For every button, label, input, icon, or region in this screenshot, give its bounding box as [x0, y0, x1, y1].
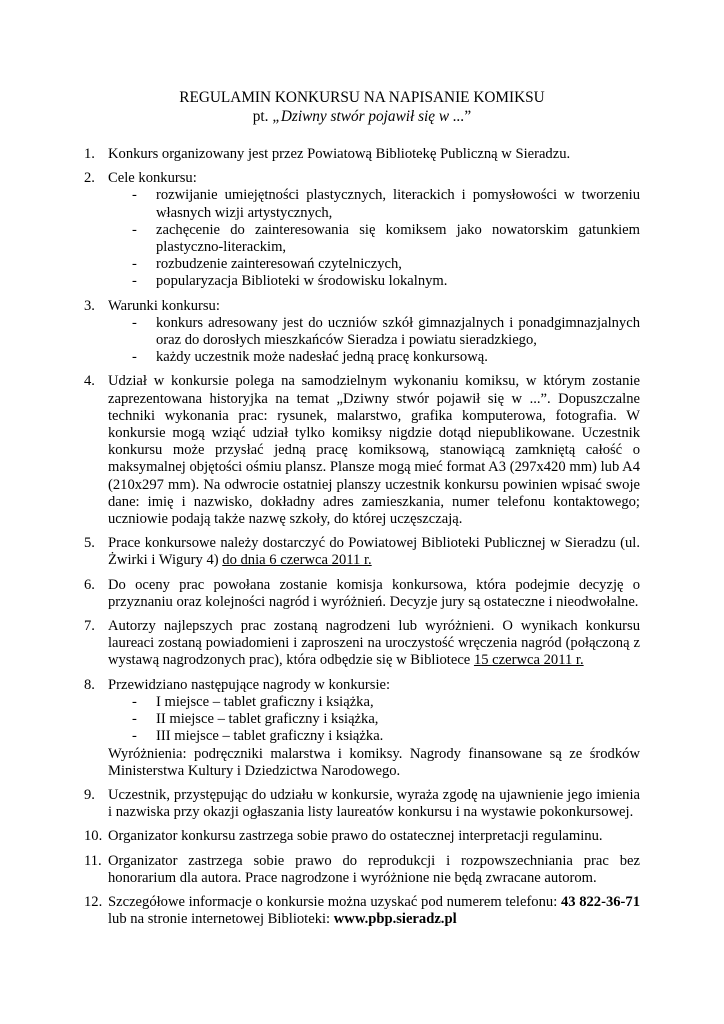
rule-number: 3. — [84, 297, 95, 314]
list-item: - I miejsce – tablet graficzny i książka, — [132, 693, 374, 710]
subtitle-suffix: ” — [464, 108, 472, 125]
rule-number: 9. — [84, 786, 95, 803]
rule-9 — [84, 787, 640, 821]
bullet-list — [108, 187, 640, 290]
rule-5 — [84, 535, 640, 569]
subtitle-quoted: „Dziwny stwór pojawił się w ... — [272, 108, 465, 125]
rule-number: 1. — [84, 146, 95, 162]
list-item: - II miejsce – tablet graficzny i książka, — [132, 711, 379, 728]
document-title: REGULAMIN KONKURSU NA NAPISANIE KOMIKSU — [179, 89, 545, 106]
document-subtitle — [0, 107, 724, 126]
rule-4 — [84, 373, 640, 528]
list-item: - rozwijanie umiejętności plastycznych, literackich i pomysłowości w tworzeniu własnych wizji artystycznych, — [132, 187, 640, 221]
rule-number: 11. — [84, 852, 102, 869]
list-item: - konkurs adresowany jest do uczniów szkół gimnazjalnych i ponadgimnazjalnych oraz do dorosłych mieszkańców Sieradza i powiatu sieradzkiego, — [132, 314, 640, 349]
rule-12 — [84, 894, 640, 928]
rule-text: Szczegółowe informacje o konkursie można uzyskać pod numerem telefonu: 43 822-36-71 lub na stronie internetowej Biblioteki: www.pbp.sieradz.pl — [108, 893, 641, 928]
rule-number: 7. — [84, 618, 95, 635]
bullet-list — [108, 315, 640, 367]
rule-number: 6. — [84, 576, 95, 593]
rule-text: Prace konkursowe należy dostarczyć do Powiatowej Biblioteki Publicznej w Sieradzu (ul. Żwirki i Wigury 4) do dnia 6 czerwca 2011 r. — [108, 535, 640, 569]
ceremony-date: 15 czerwca 2011 r. — [473, 652, 584, 669]
rule-3 — [84, 298, 640, 367]
list-item: - każdy uczestnik może nadesłać jedną pracę konkursową. — [132, 349, 488, 366]
rule-number: 2. — [84, 170, 95, 187]
rule-intro: Przewidziano następujące nagrody w konkursie: — [108, 676, 391, 693]
rule-number: 4. — [84, 373, 95, 390]
list-item: - rozbudzenie zainteresowań czytelniczych, — [132, 256, 402, 273]
rules-list — [84, 146, 640, 935]
rule-text: Organizator konkursu zastrzega sobie prawo do ostatecznej interpretacji regulaminu. — [108, 828, 603, 845]
rule-8 — [84, 677, 640, 780]
rule-7 — [84, 618, 640, 670]
list-item: - zachęcenie do zainteresowania się komiksem jako nowatorskim gatunkiem plastyczno-literackim, — [132, 221, 640, 256]
rule-text: Konkurs organizowany jest przez Powiatową Bibliotekę Publiczną w Sieradzu. — [108, 146, 571, 162]
rule-number: 10. — [84, 828, 103, 845]
rule-intro: Cele konkursu: — [108, 170, 197, 187]
rule-11 — [84, 853, 640, 887]
rule-text: Do oceny prac powołana zostanie komisja konkursowa, która podejmie decyzję o przyznaniu oraz kolejności nagród i wyróżnień. Decyzje jury są ostateczne i nieodwołalne. — [108, 576, 640, 610]
rule-text: Uczestnik, przystępując do udziału w konkursie, wyraża zgodę na ujawnienie jego imienia i nazwiska przy okazji ogłaszania listy laureatów konkursu i na wystawie pokonkursowej. — [108, 786, 640, 821]
rule-10 — [84, 828, 640, 845]
subtitle-prefix: pt. — [252, 108, 273, 125]
rule-6 — [84, 577, 640, 611]
prize-list — [108, 694, 640, 746]
list-item: - popularyzacja Biblioteki w środowisku lokalnym. — [132, 273, 448, 290]
list-item: - III miejsce – tablet graficzny i książka. — [132, 728, 384, 745]
rule-text: Udział w konkursie polega na samodzielnym wykonaniu komiksu, w którym zostanie zaprezentowana historyjka na temat „Dziwny stwór pojawił się w ...”. Dopuszczalne techniki wykonania prac: rysunek, malarstwo, grafika komputerowa, fotografia. W konkursie mogą wziąć udział tylko komiksy nigdzie dotąd niepublikowane. Uczestnik konkursu może przysłać jedną pracę komiksową, stanowiącą zamkniętą całość o maksymalnej objętości ośmiu plansz. Plansze mogą mieć format A3 (297x420 mm) lub A4 (210x297 mm). Na odwrocie ostatniej planszy uczestnik konkursu powinien wpisać swoje dane: imię i nazwisko, dokładny adres zamieszkania, numer telefonu kontaktowego; uczniowie podają także nazwę szkoły, do której uczęszczają. — [108, 373, 640, 528]
rule-number: 5. — [84, 535, 95, 552]
rule-intro: Warunki konkursu: — [108, 297, 220, 314]
phone-number: 43 822-36-71 — [560, 893, 641, 910]
rule-text: Autorzy najlepszych prac zostaną nagrodzeni lub wyróżnieni. O wynikach konkursu laureaci zostaną powiadomieni i zaproszeni na uroczystość wręczenia nagród (połączoną z wystawą nagrodzonych prac), która odbędzie się w Bibliotece 15 czerwca 2011 r. — [108, 618, 640, 669]
rule-1 — [84, 146, 640, 163]
rule-2 — [84, 170, 640, 290]
rule-number: 12. — [84, 893, 103, 910]
rule-after-text: Wyróżnienia: podręczniki malarstwa i komiksy. Nagrody finansowane są ze środków Ministerstwa Kultury i Dziedzictwa Narodowego. — [108, 745, 640, 779]
rule-text: Organizator zastrzega sobie prawo do reprodukcji i rozpowszechniania prac bez honorarium dla autora. Prace nagrodzone i wyróżnione nie będą zwracane autorom. — [108, 852, 640, 886]
rule-number: 8. — [84, 676, 95, 693]
deadline-date: do dnia 6 czerwca 2011 r. — [222, 552, 372, 569]
website-link[interactable]: www.pbp.sieradz.pl — [333, 911, 457, 928]
